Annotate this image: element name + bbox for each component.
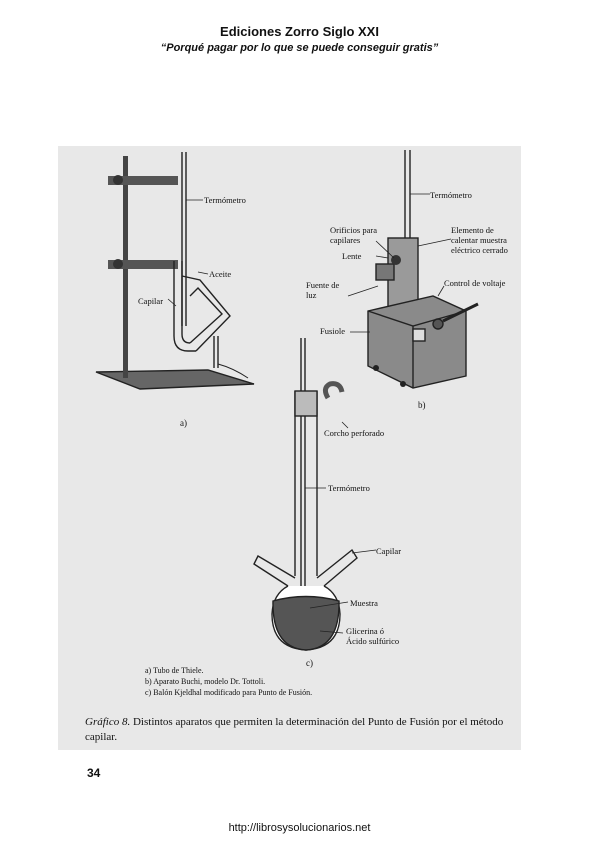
label-orificios: Orificios para capilares — [330, 225, 377, 245]
label-termometro-b: Termómetro — [430, 190, 472, 200]
page-header-subtitle: “Porqué pagar por lo que se puede conseguir gratis” — [160, 42, 439, 54]
legend-item: b) Aparato Buchi, modelo Dr. Tottoli. — [145, 677, 266, 686]
caption-label: Gráfico 8. — [85, 716, 131, 728]
label-fusiole: Fusiole — [320, 326, 346, 336]
buchi-apparatus — [368, 150, 478, 388]
label-corcho-perforado: Corcho perforado — [324, 428, 385, 438]
label-termometro-c: Termómetro — [328, 483, 370, 493]
panel-marker-c: c) — [306, 658, 313, 668]
label-capilar-a: Capilar — [138, 296, 164, 306]
page-header-title: Ediciones Zorro Siglo XXI — [220, 24, 379, 39]
footer-url[interactable]: http://librosysolucionarios.net — [228, 822, 371, 834]
page-number: 34 — [87, 766, 101, 780]
label-capilar-c: Capilar — [376, 546, 402, 556]
legend-item: c) Balón Kjeldhal modificado para Punto de Fusión. — [145, 688, 313, 697]
label-elemento-calentar: Elemento de calentar muestra eléctrico cerrado — [451, 225, 508, 255]
label-termometro-a: Termómetro — [204, 195, 246, 205]
legend-item: a) Tubo de Thiele. — [145, 666, 204, 675]
label-glicerina: Glicerina ó Ácido sulfúrico — [346, 626, 400, 646]
panel-marker-a: a) — [180, 418, 187, 428]
label-muestra: Muestra — [350, 598, 378, 608]
label-fuente-luz: Fuente de luz — [306, 280, 340, 300]
panel-marker-b: b) — [418, 400, 426, 410]
caption-text: Distintos aparatos que permiten la determinación del Punto de Fusión por el método capilar. — [85, 716, 504, 743]
label-aceite: Aceite — [209, 269, 232, 279]
figure-illustration — [58, 146, 521, 750]
label-lente: Lente — [342, 251, 362, 261]
label-control-voltaje: Control de voltaje — [444, 278, 506, 288]
figure-legend — [145, 665, 312, 698]
figure-caption — [85, 715, 515, 745]
